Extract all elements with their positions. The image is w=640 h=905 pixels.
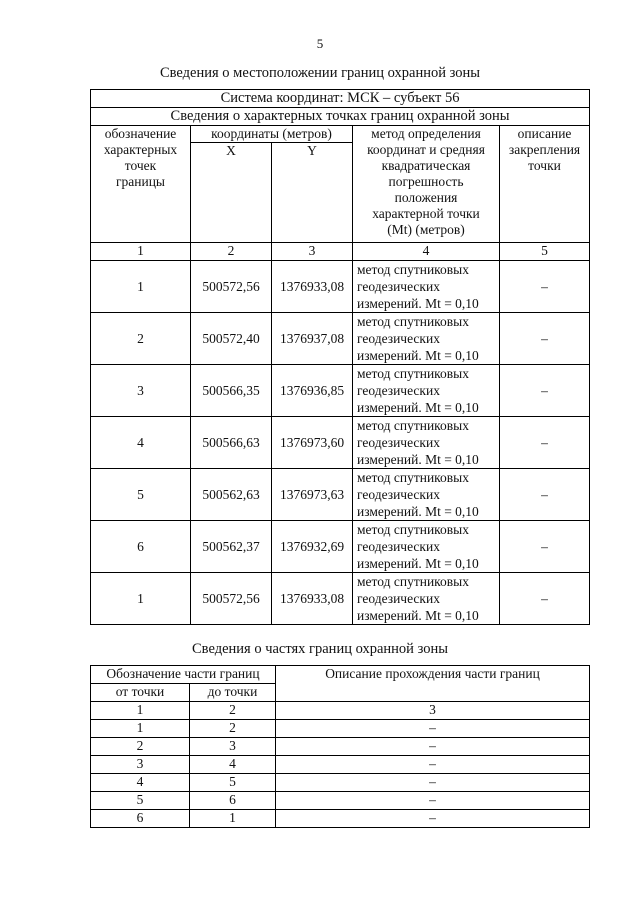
point-number-cell: 3: [91, 365, 191, 417]
point-number-cell: 4: [91, 417, 191, 469]
table-row: [91, 774, 590, 792]
from-point-cell: 3: [91, 756, 190, 774]
table-row: [91, 521, 590, 573]
point-number-cell: 2: [91, 313, 191, 365]
fixing-cell: –: [500, 313, 590, 365]
section-title-boundary-location: Сведения о местоположении границ охранной зоны: [159, 65, 480, 81]
from-point-cell: 2: [91, 738, 190, 756]
table-row: [91, 313, 590, 365]
fixing-cell: –: [500, 261, 590, 313]
header-designation: [91, 126, 191, 243]
to-point-cell: 6: [190, 792, 276, 810]
header-fixing: [500, 126, 590, 243]
column-number: 2: [191, 243, 272, 261]
column-number: 1: [91, 702, 190, 720]
header-part-designation: Обозначение части границ: [91, 666, 276, 684]
table-row: [91, 738, 590, 756]
column-number: 3: [272, 243, 353, 261]
header-fixing-line: закрепления: [508, 142, 581, 157]
description-cell: –: [276, 738, 590, 756]
table-row: [91, 261, 590, 313]
method-line: измерений. Mt = 0,10: [357, 608, 479, 623]
header-coordinates: координаты (метров): [191, 126, 353, 143]
method-cell: [353, 521, 500, 573]
table-row: [91, 720, 590, 738]
method-cell: [353, 469, 500, 521]
to-point-cell: 5: [190, 774, 276, 792]
boundary-parts-table: [90, 665, 590, 828]
y-coordinate-cell: 1376933,08: [272, 573, 353, 625]
table-row: [91, 417, 590, 469]
header-method-line: характерной точки: [372, 206, 480, 221]
x-coordinate-cell: 500566,35: [191, 365, 272, 417]
x-coordinate-cell: 500572,56: [191, 261, 272, 313]
from-point-cell: 5: [91, 792, 190, 810]
header-designation-line: обозначение: [104, 126, 177, 141]
x-coordinate-cell: 500562,37: [191, 521, 272, 573]
x-coordinate-cell: 500562,63: [191, 469, 272, 521]
header-designation-line: характерных: [103, 142, 178, 157]
y-coordinate-cell: 1376973,60: [272, 417, 353, 469]
header-y: Y: [272, 143, 353, 243]
method-line: геодезических: [357, 331, 440, 346]
column-number: 4: [353, 243, 500, 261]
method-line: метод спутниковых: [357, 262, 469, 277]
x-coordinate-cell: 500566,63: [191, 417, 272, 469]
method-cell: [353, 365, 500, 417]
header-part-description: Описание прохождения части границ: [276, 666, 590, 702]
y-coordinate-cell: 1376937,08: [272, 313, 353, 365]
description-cell: –: [276, 774, 590, 792]
table-row: [91, 469, 590, 521]
method-cell: [353, 417, 500, 469]
column-number: 5: [500, 243, 590, 261]
header-to-point: до точки: [190, 684, 276, 702]
y-coordinate-cell: 1376973,63: [272, 469, 353, 521]
method-line: метод спутниковых: [357, 366, 469, 381]
fixing-cell: –: [500, 417, 590, 469]
y-coordinate-cell: 1376932,69: [272, 521, 353, 573]
method-cell: [353, 261, 500, 313]
header-method-line: погрешность: [388, 174, 464, 189]
fixing-cell: –: [500, 469, 590, 521]
header-method: [353, 126, 500, 243]
method-line: метод спутниковых: [357, 314, 469, 329]
method-line: измерений. Mt = 0,10: [357, 400, 479, 415]
section-title-boundary-parts: Сведения о частях границ охранной зоны: [192, 641, 448, 657]
to-point-cell: 4: [190, 756, 276, 774]
method-line: геодезических: [357, 435, 440, 450]
method-line: измерений. Mt = 0,10: [357, 504, 479, 519]
y-coordinate-cell: 1376936,85: [272, 365, 353, 417]
table-row: [91, 792, 590, 810]
description-cell: –: [276, 810, 590, 828]
method-line: метод спутниковых: [357, 470, 469, 485]
table-row: [91, 365, 590, 417]
method-cell: [353, 313, 500, 365]
from-point-cell: 4: [91, 774, 190, 792]
column-number: 2: [190, 702, 276, 720]
table-row: [91, 756, 590, 774]
from-point-cell: 6: [91, 810, 190, 828]
method-line: измерений. Mt = 0,10: [357, 556, 479, 571]
method-line: метод спутниковых: [357, 574, 469, 589]
table-subtitle: Сведения о характерных точках границ охранной зоны: [91, 108, 590, 126]
to-point-cell: 1: [190, 810, 276, 828]
method-line: измерений. Mt = 0,10: [357, 452, 479, 467]
header-from-point: от точки: [91, 684, 190, 702]
method-line: геодезических: [357, 279, 440, 294]
header-fixing-line: точки: [528, 158, 561, 173]
method-line: геодезических: [357, 383, 440, 398]
from-point-cell: 1: [91, 720, 190, 738]
method-line: метод спутниковых: [357, 522, 469, 537]
table-row: [91, 573, 590, 625]
header-method-line: положения: [394, 190, 458, 205]
fixing-cell: –: [500, 573, 590, 625]
method-line: измерений. Mt = 0,10: [357, 348, 479, 363]
point-number-cell: 1: [91, 573, 191, 625]
x-coordinate-cell: 500572,56: [191, 573, 272, 625]
header-x: X: [191, 143, 272, 243]
y-coordinate-cell: 1376933,08: [272, 261, 353, 313]
fixing-cell: –: [500, 365, 590, 417]
page-number: 5: [316, 36, 324, 51]
description-cell: –: [276, 792, 590, 810]
point-number-cell: 5: [91, 469, 191, 521]
to-point-cell: 3: [190, 738, 276, 756]
header-method-line: (Mt) (метров): [387, 222, 465, 237]
boundary-points-table: [90, 89, 590, 625]
to-point-cell: 2: [190, 720, 276, 738]
point-number-cell: 1: [91, 261, 191, 313]
header-designation-line: границы: [115, 174, 166, 189]
method-line: метод спутниковых: [357, 418, 469, 433]
fixing-cell: –: [500, 521, 590, 573]
method-line: геодезических: [357, 591, 440, 606]
point-number-cell: 6: [91, 521, 191, 573]
method-cell: [353, 573, 500, 625]
method-line: геодезических: [357, 539, 440, 554]
description-cell: –: [276, 756, 590, 774]
x-coordinate-cell: 500572,40: [191, 313, 272, 365]
header-designation-line: точек: [124, 158, 157, 173]
column-number: 1: [91, 243, 191, 261]
table-row: [91, 810, 590, 828]
header-method-line: квадратическая: [381, 158, 471, 173]
description-cell: –: [276, 720, 590, 738]
method-line: измерений. Mt = 0,10: [357, 296, 479, 311]
method-line: геодезических: [357, 487, 440, 502]
header-method-line: метод определения: [371, 126, 481, 141]
header-fixing-line: описание: [517, 126, 572, 141]
column-number: 3: [276, 702, 590, 720]
header-method-line: координат и средняя: [367, 142, 485, 157]
coordinate-system-label: Система координат: МСК – субъект 56: [91, 90, 590, 108]
